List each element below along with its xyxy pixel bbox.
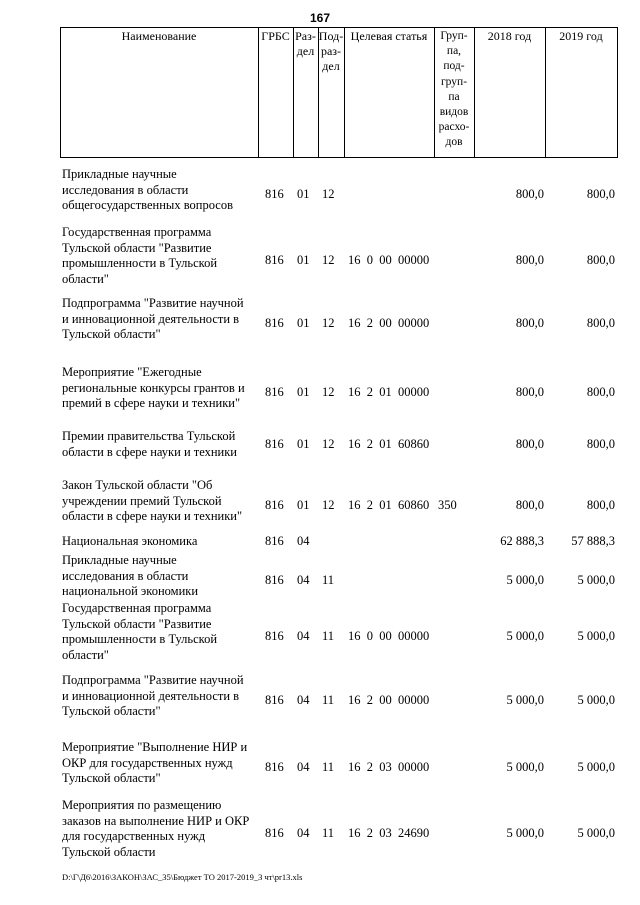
page-number: 167 <box>309 11 331 25</box>
row-name-line: исследования в области <box>62 568 189 583</box>
row-name-line: заказов на выполнение НИР и ОКР <box>62 813 250 828</box>
row-pr: 11 <box>322 759 335 774</box>
row-v2018: 800,0 <box>515 252 544 267</box>
row-cs: 16 2 01 00000 <box>348 384 430 399</box>
row-name-line: Прикладные научные <box>62 167 177 181</box>
row-cs: 16 0 00 00000 <box>348 252 430 267</box>
row-name <box>62 673 258 720</box>
row-grbs: 816 <box>265 628 284 643</box>
col-divider <box>617 27 618 158</box>
row-pr: 12 <box>322 252 335 267</box>
row-grbs: 816 <box>265 252 284 267</box>
row-grbs: 816 <box>265 825 284 840</box>
row-v2018: 800,0 <box>515 315 544 330</box>
col-divider <box>60 27 61 158</box>
header-2019: 2019 год <box>559 29 603 43</box>
row-name-line: промышленности в Тульской <box>62 256 218 271</box>
header-grbs: ГРБС <box>261 29 290 43</box>
row-name <box>62 740 258 787</box>
row-cs: 16 2 03 00000 <box>348 759 430 774</box>
row-v2019: 57 888,3 <box>571 534 615 548</box>
file-path-footer: D:\Г\Д6\2016\ЗАКОН\ЗАС_35\Бюджет ТО 2017-2019_3 чт\pr13.xls <box>62 872 303 882</box>
row-rz: 01 <box>297 186 310 201</box>
row-name <box>62 296 258 343</box>
col-divider <box>344 27 345 158</box>
row-v2019: 5 000,0 <box>577 759 615 774</box>
row-grbs: 816 <box>265 186 284 201</box>
row-name-line: региональные конкурсы грантов и <box>62 380 245 395</box>
row-v2019: 5 000,0 <box>577 825 615 840</box>
row-name-line: ОКР для государственных нужд <box>62 755 233 770</box>
row-name-line: общегосударственных вопросов <box>62 198 233 213</box>
row-name-line: Тульской области "Развитие <box>62 240 212 255</box>
row-name-line: Национальная экономика <box>62 534 198 548</box>
row-v2018: 5 000,0 <box>506 759 544 774</box>
row-name-line: Мероприятие "Ежегодные <box>62 365 202 379</box>
header-razdel: Раз- дел <box>295 29 316 59</box>
row-vr: 350 <box>438 497 457 512</box>
row-name-line: Тульской области" <box>62 704 161 719</box>
row-name-line: премий в сфере науки и техники" <box>62 396 241 411</box>
row-v2019: 800,0 <box>586 186 615 201</box>
row-pr: 11 <box>322 628 335 643</box>
row-name-line: Государственная программа <box>62 225 212 239</box>
header-expense-group: Груп- па, под- груп- па видов расхо- дов <box>438 30 470 149</box>
row-pr: 12 <box>322 384 335 399</box>
row-rz: 04 <box>297 534 310 548</box>
row-name-line: Мероприятие "Выполнение НИР и <box>62 740 248 754</box>
row-v2019: 5 000,0 <box>577 692 615 707</box>
row-name <box>62 798 258 861</box>
row-v2019: 5 000,0 <box>577 628 615 643</box>
row-v2019: 800,0 <box>586 436 615 451</box>
header-2018: 2018 год <box>487 29 532 43</box>
row-rz: 01 <box>297 497 310 512</box>
row-rz: 01 <box>297 315 310 330</box>
header-bottom-border <box>60 157 618 158</box>
row-name-line: области в сфере науки и техники <box>62 444 237 459</box>
row-cs: 16 2 00 00000 <box>348 692 430 707</box>
row-v2018: 800,0 <box>515 186 544 201</box>
row-name-line: национальной экономики <box>62 584 199 599</box>
row-rz: 04 <box>297 759 310 774</box>
row-v2018: 5 000,0 <box>506 628 544 643</box>
header-podrazdel: Под- раз- дел <box>318 29 344 74</box>
row-pr: 12 <box>322 497 335 512</box>
row-name <box>62 478 258 525</box>
row-pr: 12 <box>322 186 335 201</box>
header-name: Наименование <box>121 29 197 43</box>
row-v2019: 800,0 <box>586 315 615 330</box>
row-cs: 16 2 00 00000 <box>348 315 430 330</box>
row-name-line: Тульской области" <box>62 327 161 342</box>
row-v2018: 5 000,0 <box>506 572 544 587</box>
row-grbs: 816 <box>265 572 284 587</box>
row-rz: 01 <box>297 436 310 451</box>
row-rz: 04 <box>297 572 310 587</box>
row-cs: 16 2 01 60860 <box>348 436 430 451</box>
row-name-line: Подпрограмма "Развитие научной <box>62 296 244 310</box>
row-v2018: 5 000,0 <box>506 825 544 840</box>
row-grbs: 816 <box>265 436 284 451</box>
row-name-line: области в сфере науки и техники" <box>62 509 243 524</box>
row-name-line: области" <box>62 272 109 287</box>
row-v2019: 5 000,0 <box>577 572 615 587</box>
row-name-line: Тульской области "Развитие <box>62 616 212 631</box>
row-pr: 11 <box>322 572 335 587</box>
row-name <box>62 534 258 550</box>
row-name-line: учреждении премий Тульской <box>62 493 222 508</box>
row-name <box>62 429 258 460</box>
row-name-line: Закон Тульской области "Об <box>62 478 213 492</box>
row-name <box>62 601 258 664</box>
row-name-line: Тульской области <box>62 845 156 860</box>
row-name-line: Мероприятия по размещению <box>62 798 222 812</box>
row-name <box>62 167 258 214</box>
row-v2018: 800,0 <box>515 436 544 451</box>
row-v2019: 800,0 <box>586 497 615 512</box>
header-top-border <box>60 27 618 28</box>
row-name <box>62 365 258 412</box>
row-pr: 12 <box>322 436 335 451</box>
row-pr: 11 <box>322 692 335 707</box>
row-v2019: 800,0 <box>586 252 615 267</box>
col-divider <box>258 27 259 158</box>
row-v2019: 800,0 <box>586 384 615 399</box>
row-rz: 04 <box>297 692 310 707</box>
row-name-line: для государственных нужд <box>62 829 206 844</box>
row-name-line: Тульской области" <box>62 771 161 786</box>
row-grbs: 816 <box>265 384 284 399</box>
row-v2018: 5 000,0 <box>506 692 544 707</box>
row-rz: 04 <box>297 628 310 643</box>
row-grbs: 816 <box>265 759 284 774</box>
row-name-line: исследования в области <box>62 182 189 197</box>
row-name-line: и инновационной деятельности в <box>62 688 240 703</box>
col-divider <box>474 27 475 158</box>
col-divider <box>545 27 546 158</box>
row-v2018: 800,0 <box>515 384 544 399</box>
row-cs: 16 2 01 60860 <box>348 497 430 512</box>
row-name-line: Прикладные научные <box>62 553 177 567</box>
row-name-line: Премии правительства Тульской <box>62 429 236 443</box>
row-name-line: Подпрограмма "Развитие научной <box>62 673 244 687</box>
row-cs: 16 0 00 00000 <box>348 628 430 643</box>
row-grbs: 816 <box>265 534 284 548</box>
row-v2018: 62 888,3 <box>500 534 544 548</box>
row-rz: 01 <box>297 252 310 267</box>
row-name-line: и инновационной деятельности в <box>62 311 240 326</box>
row-v2018: 800,0 <box>515 497 544 512</box>
row-rz: 01 <box>297 384 310 399</box>
row-grbs: 816 <box>265 497 284 512</box>
row-name <box>62 553 258 600</box>
row-grbs: 816 <box>265 315 284 330</box>
row-name-line: области" <box>62 648 109 663</box>
row-rz: 04 <box>297 825 310 840</box>
row-name-line: промышленности в Тульской <box>62 632 218 647</box>
row-pr: 11 <box>322 825 335 840</box>
row-name-line: Государственная программа <box>62 601 212 615</box>
header-target-article: Целевая статья <box>350 29 428 43</box>
row-grbs: 816 <box>265 692 284 707</box>
row-name <box>62 225 258 288</box>
row-pr: 12 <box>322 315 335 330</box>
row-cs: 16 2 03 24690 <box>348 825 430 840</box>
